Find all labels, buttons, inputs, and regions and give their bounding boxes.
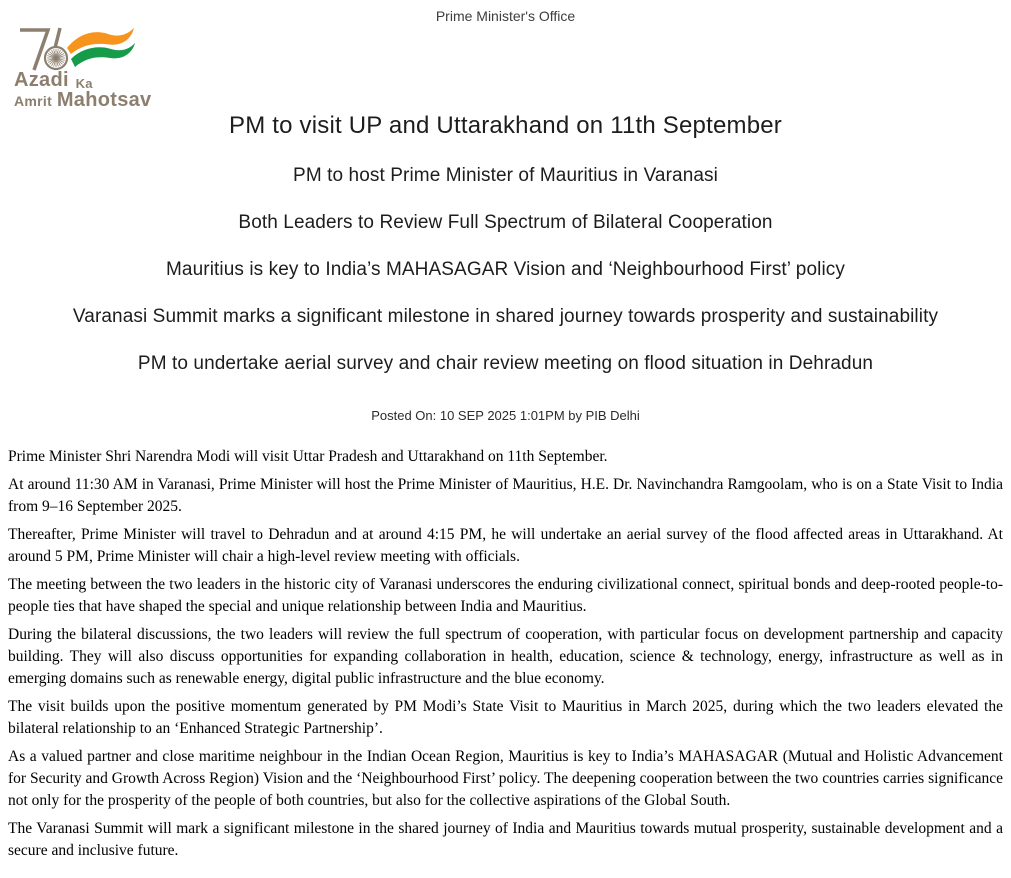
logo-mahotsav-label: Mahotsav: [56, 89, 152, 111]
subtitle-3: Mauritius is key to India’s MAHASAGAR Vision and ‘Neighbourhood First’ policy: [166, 259, 845, 280]
subtitle-1: PM to host Prime Minister of Mauritius in Varanasi: [293, 165, 718, 186]
ashoka-chakra-icon: [45, 47, 67, 69]
office-header-label: Prime Minister's Office: [435, 8, 576, 24]
logo-text-line2: [14, 90, 164, 110]
paragraph-2: At around 11:30 AM in Varanasi, Prime Minister will host the Prime Minister of Mauritius, H.E. Dr. Navinchandra Ramgoolam, who is on a State Visit to India from 9–16 September 2025.: [8, 476, 1003, 515]
paragraph-6: The visit builds upon the positive momentum generated by PM Modi’s State Visit to Mauritius in March 2025, during which the two leaders elevated the bilateral relationship to an ‘Enhanced Strategic Partnership’.: [8, 698, 1003, 737]
paragraph-1: Prime Minister Shri Narendra Modi will visit Uttar Pradesh and Uttarakhand on 11th September.: [8, 448, 608, 465]
logo-ka-label: Ka: [75, 76, 93, 91]
logo-azadi-label: Azadi: [14, 69, 69, 91]
page-title: PM to visit UP and Uttarakhand on 11th September: [228, 112, 782, 139]
subtitle-4: Varanasi Summit marks a significant milestone in shared journey towards prosperity and sustainability: [72, 306, 939, 327]
press-release-body: [0, 446, 1011, 862]
paragraph-3: Thereafter, Prime Minister will travel to Dehradun and at around 4:15 PM, he will undertake an aerial survey of the flood affected areas in Uttarakhand. At around 5 PM, Prime Minister will chair a high-level review meeting with officials.: [8, 526, 1003, 565]
paragraph-4: The meeting between the two leaders in the historic city of Varanasi underscores the enduring civilizational connect, spiritual bonds and deep-rooted people-to-people ties that have shaped the special and unique relationship between India and Mauritius.: [8, 576, 1003, 615]
paragraph-7: As a valued partner and close maritime neighbour in the Indian Ocean Region, Mauritius is key to India’s MAHASAGAR (Mutual and Holistic Advancement for Security and Growth Across Region) Vision and the ‘Neighbourhood First’ policy. The deepening cooperation between the two countries carries significance not only for the prosperity of the people of both countries, but also for the collective aspirations of the Global South.: [8, 748, 1003, 809]
subtitle-5: PM to undertake aerial survey and chair review meeting on flood situation in Dehradun: [137, 353, 874, 374]
paragraph-5: During the bilateral discussions, the two leaders will review the full spectrum of cooperation, with particular focus on development partnership and capacity building. They will also discuss opportunities for expanding collaboration in health, education, science & technology, energy, infrastructure as well as in emerging domains such as renewable energy, digital public infrastructure and the blue economy.: [8, 626, 1003, 687]
amrit-mahotsav-logo: [14, 26, 164, 110]
logo-text-line1: [14, 70, 164, 90]
azadi-75-flag-graphic: [14, 26, 142, 72]
paragraph-8: The Varanasi Summit will mark a significant milestone in the shared journey of India and Mauritius towards mutual prosperity, sustainable development and a secure and inclusive future.: [8, 820, 1003, 859]
subtitle-2: Both Leaders to Review Full Spectrum of Bilateral Cooperation: [238, 212, 773, 233]
digit-seven-glyph: [20, 30, 48, 70]
posted-on-label: Posted On: 10 SEP 2025 1:01PM by PIB Delhi: [371, 408, 640, 423]
digit-five-glyph: [55, 28, 60, 48]
logo-amrit-label: Amrit: [14, 93, 53, 109]
